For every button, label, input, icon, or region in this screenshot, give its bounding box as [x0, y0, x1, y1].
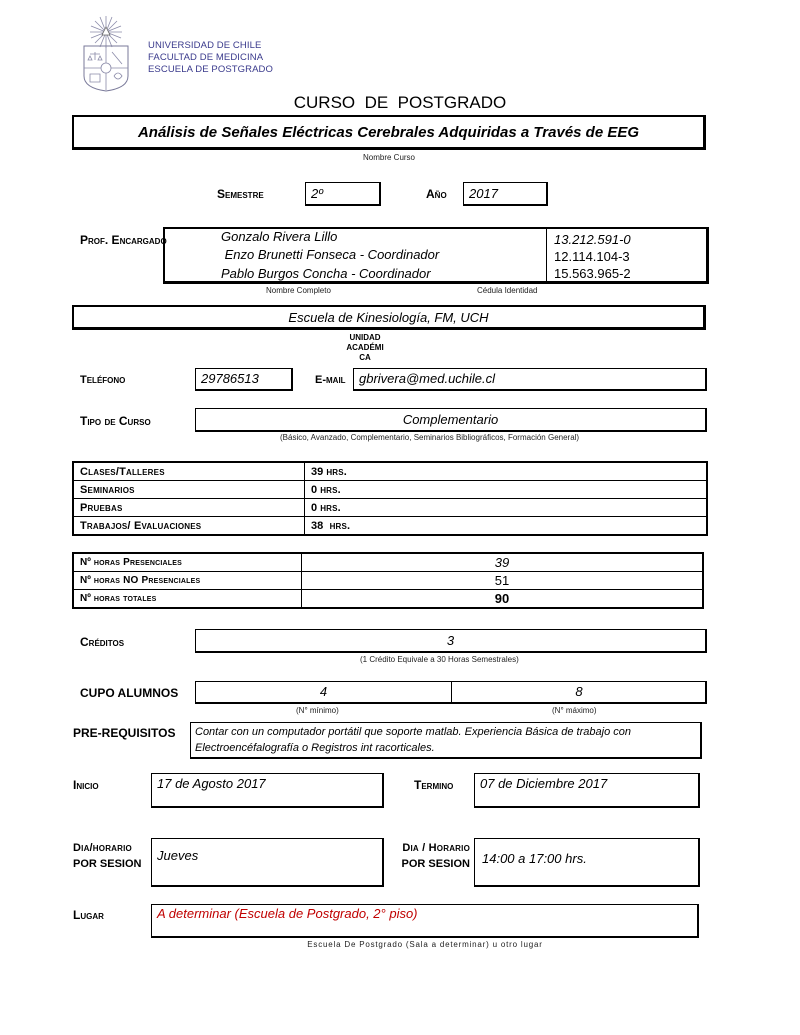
professor-id-3: 15.563.965-2	[554, 266, 631, 281]
academic-unit-hint-line: ACADÉMI	[346, 343, 384, 352]
prerequisites-field[interactable]	[190, 722, 702, 759]
session-day-label-line: POR SESION	[73, 858, 142, 870]
course-name-value: Análisis de Señales Eléctricas Cerebrales Adquiridas a Través de EEG	[137, 124, 640, 141]
academic-unit-value: Escuela de Kinesiología, FM, UCH	[288, 310, 489, 325]
course-type-field[interactable]	[195, 408, 707, 432]
number-sign: Nº	[80, 593, 91, 604]
year-label: Año	[426, 187, 447, 201]
academic-unit-hint-line: CA	[359, 353, 371, 362]
credits-value: 3	[446, 633, 455, 648]
number-sign: Nº	[80, 557, 91, 568]
session-day-field[interactable]	[151, 838, 384, 887]
professor-name-1: Gonzalo Rivera Lillo	[221, 229, 338, 244]
hours-number: 0	[311, 483, 318, 496]
university-crest-icon	[76, 14, 136, 92]
summary-row-label	[73, 590, 302, 609]
year-field[interactable]	[463, 182, 548, 206]
hours-row-value[interactable]	[305, 499, 708, 517]
institution-line-university: UNIVERSIDAD DE CHILE	[148, 40, 262, 51]
year-value: 2017	[469, 186, 498, 201]
summary-row-label	[73, 553, 302, 572]
phone-label: Teléfono	[80, 374, 126, 386]
session-day-label-line: Dia/horario	[73, 842, 132, 854]
session-day-label	[73, 840, 141, 872]
capacity-max-hint: (N° máximo)	[552, 706, 597, 715]
professor-id-1: 13.212.591-0	[554, 232, 631, 247]
session-time-value: 14:00 a 17:00 hrs.	[482, 851, 587, 866]
session-time-label	[385, 840, 470, 872]
hours-row-label: Trabajos/ Evaluaciones	[73, 517, 305, 536]
hours-row-value[interactable]	[305, 517, 708, 536]
credits-field[interactable]	[195, 629, 707, 653]
hours-row-label: Clases/Talleres	[73, 462, 305, 481]
hours-breakdown-table	[72, 461, 708, 536]
semester-label: Semestre	[217, 187, 264, 201]
place-field[interactable]	[151, 904, 699, 938]
professor-label: Prof. Encargado	[80, 233, 167, 247]
prerequisites-value: Contar con un computador portátil que soporte matlab. Experiencia Básica de trabajo con Electroencéfalografía o Registros int racorticales.	[195, 726, 631, 754]
session-day-value: Jueves	[157, 848, 199, 863]
capacity-field	[195, 681, 707, 704]
professors-divider	[546, 229, 547, 281]
summary-row-value[interactable]: 51	[302, 572, 704, 590]
professors-field[interactable]	[163, 227, 709, 284]
table-row	[73, 481, 707, 499]
hours-row-value[interactable]	[305, 462, 708, 481]
place-value: A determinar (Escuela de Postgrado, 2° piso)	[157, 906, 418, 921]
place-hint: Escuela De Postgrado (Sala a determinar) u otro lugar	[307, 940, 543, 949]
table-row	[73, 553, 703, 572]
start-value: 17 de Agosto 2017	[157, 776, 266, 791]
academic-unit-hint	[340, 333, 390, 363]
prerequisites-label: PRE-REQUISITOS	[73, 726, 176, 740]
capacity-min-value[interactable]: 4	[319, 684, 328, 699]
hours-unit: hrs.	[320, 501, 341, 514]
credits-label: Créditos	[80, 635, 125, 649]
end-field[interactable]	[474, 773, 700, 808]
institution-name	[148, 40, 273, 76]
hours-unit: hrs.	[326, 465, 348, 478]
hours-unit: hrs.	[320, 483, 341, 496]
semester-value: 2º	[311, 186, 323, 201]
course-type-label: Tipo de Curso	[80, 414, 151, 428]
email-value: gbrivera@med.uchile.cl	[359, 371, 496, 386]
course-name-hint: Nombre Curso	[362, 153, 415, 162]
credits-hint: (1 Crédito Equivale a 30 Horas Semestrales)	[360, 655, 519, 664]
hours-summary-table	[72, 552, 704, 609]
hours-unit: hrs.	[326, 519, 351, 532]
email-label: E-mail	[315, 374, 346, 386]
phone-value: 29786513	[201, 371, 259, 386]
session-time-label-line: POR SESION	[401, 858, 470, 870]
institution-line-faculty: FACULTAD DE MEDICINA	[148, 52, 264, 63]
end-label: Termino	[414, 778, 454, 792]
hours-number: 0	[311, 501, 318, 514]
session-time-field[interactable]	[474, 838, 700, 887]
professor-id-2: 12.114.104-3	[554, 249, 630, 264]
start-label: Inicio	[73, 778, 99, 792]
phone-field[interactable]	[195, 368, 293, 391]
summary-row-label	[73, 572, 302, 590]
semester-field[interactable]	[305, 182, 381, 206]
capacity-min-hint: (N° mínimo)	[296, 706, 339, 715]
hours-row-value[interactable]	[305, 481, 708, 499]
capacity-label: CUPO ALUMNOS	[80, 686, 179, 700]
email-field[interactable]	[353, 368, 707, 391]
table-row	[73, 499, 707, 517]
table-row	[73, 517, 707, 536]
start-field[interactable]	[151, 773, 384, 808]
professor-name-2: Enzo Brunetti Fonseca - Coordinador	[221, 247, 440, 262]
hours-number: 38	[311, 519, 324, 532]
summary-label-text: horas Presenciales	[90, 557, 182, 568]
table-row	[73, 572, 703, 590]
professor-name-hint: Nombre Completo	[266, 286, 331, 295]
academic-unit-hint-line: UNIDAD	[349, 333, 381, 342]
summary-label-text: horas totales	[90, 593, 157, 604]
summary-row-value[interactable]: 90	[302, 590, 704, 609]
table-row	[73, 462, 707, 481]
professor-id-hint: Cédula Identidad	[477, 286, 538, 295]
page-title: CURSO DE POSTGRADO	[293, 93, 507, 112]
institution-line-school: ESCUELA DE POSTGRADO	[148, 64, 274, 75]
summary-row-value[interactable]: 39	[302, 553, 704, 572]
course-name-field[interactable]	[72, 115, 706, 150]
session-time-label-line: Dia / Horario	[402, 842, 470, 854]
number-sign: Nº	[80, 575, 91, 586]
hours-number: 39	[311, 465, 324, 478]
course-type-value: Complementario	[402, 412, 499, 427]
summary-label-text: horas NO Presenciales	[90, 575, 201, 586]
hours-row-label: Pruebas	[73, 499, 305, 517]
table-row	[73, 590, 703, 609]
end-value: 07 de Diciembre 2017	[480, 776, 608, 791]
course-type-hint: (Básico, Avanzado, Complementario, Seminarios Bibliográficos, Formación General)	[280, 433, 580, 442]
capacity-max-value[interactable]: 8	[575, 684, 583, 699]
academic-unit-field[interactable]	[72, 305, 706, 330]
professor-name-3: Pablo Burgos Concha - Coordinador	[221, 266, 431, 281]
place-label: Lugar	[73, 908, 104, 922]
hours-row-label: Seminarios	[73, 481, 305, 499]
